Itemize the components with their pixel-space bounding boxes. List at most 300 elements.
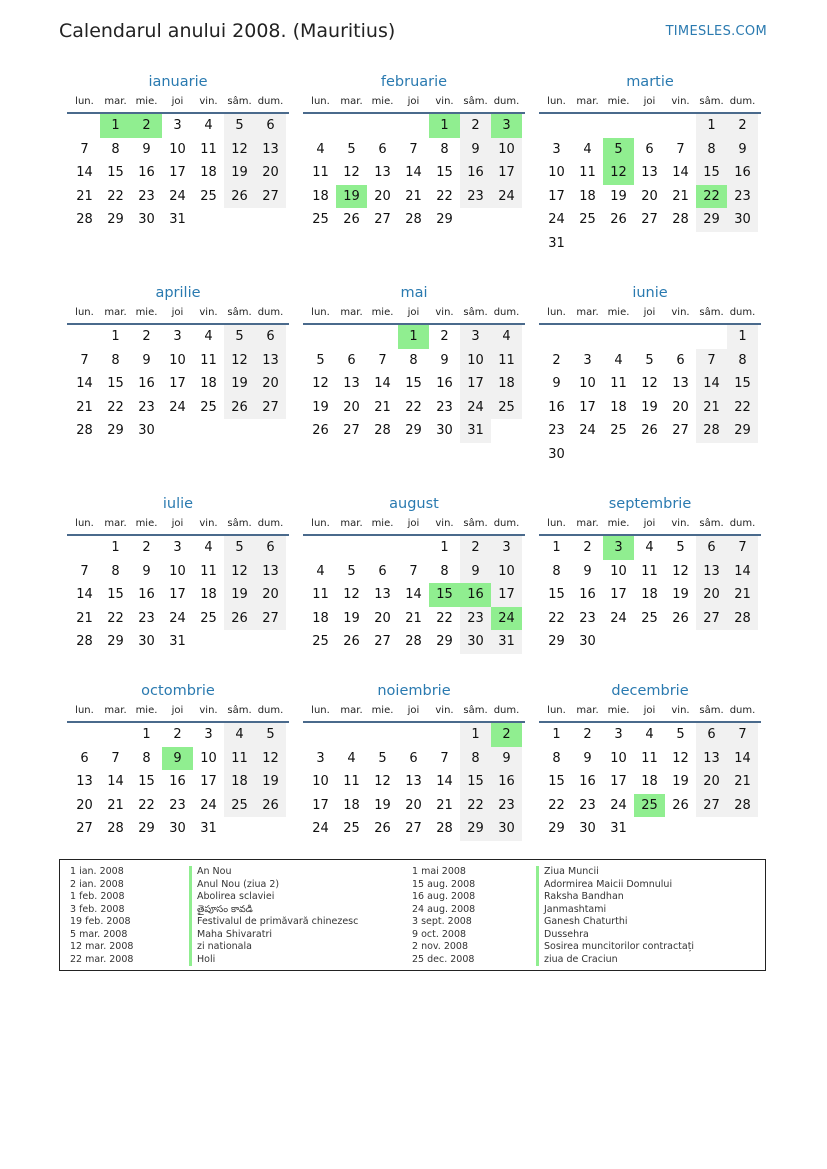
week-row: [539, 396, 761, 420]
day-cell: 12: [224, 349, 255, 373]
month-noiembrie: [303, 681, 525, 841]
day-cell: 24: [169, 610, 186, 626]
weekday-label: joi: [407, 307, 420, 318]
empty-cell: [255, 630, 286, 654]
weekday-label: joi: [643, 705, 656, 716]
empty-cell: [305, 114, 336, 138]
weekday-label: mie.: [135, 307, 158, 318]
weekday-label: dum.: [493, 96, 520, 107]
weekday-label: lun.: [311, 96, 330, 107]
day-cell: 22: [436, 188, 453, 204]
day-cell: 31: [460, 419, 491, 443]
weekday-header: [303, 514, 525, 536]
week-row: [67, 770, 289, 794]
week-row: [67, 208, 289, 232]
day-cell: 27: [374, 634, 391, 650]
day-cell: 10: [169, 563, 186, 579]
legend-holiday-name: Abolirea sclaviei: [189, 891, 274, 904]
day-cell: 29: [727, 419, 758, 443]
legend-holiday-name: Janmashtami: [536, 904, 606, 917]
day-cell: 31: [491, 630, 522, 654]
weekday-header: [539, 303, 761, 325]
day-cell: 3: [316, 750, 325, 766]
day-cell: 30: [579, 821, 596, 837]
weekday-label: sâm.: [699, 96, 724, 107]
weekday-label: vin.: [671, 96, 690, 107]
day-cell: 23: [579, 610, 596, 626]
day-cell: 17: [610, 774, 627, 790]
weekday-label: mar.: [576, 307, 599, 318]
day-cell: 5: [224, 325, 255, 349]
day-cell: 11: [579, 165, 596, 181]
day-cell: 14: [436, 774, 453, 790]
week-row: [539, 208, 761, 232]
day-cell: 31: [169, 634, 186, 650]
day-cell: 18: [641, 774, 658, 790]
day-cell: 12: [672, 750, 689, 766]
weekday-label: sâm.: [463, 307, 488, 318]
day-cell: 7: [80, 352, 89, 368]
legend-holiday-name: Ziua Muncii: [536, 866, 599, 879]
day-cell: 17: [491, 161, 522, 185]
day-cell: 23: [169, 797, 186, 813]
day-cell: 22: [460, 794, 491, 818]
day-cell: 17: [200, 774, 217, 790]
day-cell: 25: [343, 821, 360, 837]
day-cell: 22: [436, 610, 453, 626]
day-cell: 26: [672, 797, 689, 813]
day-cell: 20: [343, 399, 360, 415]
week-row: [539, 232, 761, 256]
empty-cell: [634, 232, 665, 256]
day-cell: 7: [378, 352, 387, 368]
day-cell: 13: [641, 165, 658, 181]
day-cell: 22: [696, 185, 727, 209]
week-row: [539, 723, 761, 747]
day-cell: 1: [111, 329, 120, 344]
day-cell: 28: [405, 212, 422, 228]
month-name: februarie: [380, 74, 448, 90]
day-cell: 1: [552, 540, 561, 555]
day-cell: 1: [142, 727, 151, 742]
day-cell: 23: [138, 188, 155, 204]
day-cell: 24: [200, 797, 217, 813]
empty-cell: [541, 325, 572, 349]
weekday-label: mar.: [104, 518, 127, 529]
day-cell: 18: [200, 376, 217, 392]
day-cell: 29: [405, 423, 422, 439]
day-cell: 10: [169, 141, 186, 157]
week-row: [303, 747, 525, 771]
day-cell: 20: [374, 610, 391, 626]
week-row: [67, 419, 289, 443]
day-cell: 2: [440, 329, 449, 344]
week-row: [303, 536, 525, 560]
page-title: Calendarul anului 2008. (Mauritius): [59, 20, 396, 42]
empty-cell: [665, 817, 696, 841]
day-cell: 19: [343, 610, 360, 626]
empty-cell: [696, 232, 727, 256]
day-cell: 20: [255, 583, 286, 607]
day-cell: 28: [405, 634, 422, 650]
day-cell: 1: [111, 540, 120, 555]
day-cell: 12: [343, 165, 360, 181]
empty-cell: [696, 325, 727, 349]
day-cell: 6: [676, 352, 685, 368]
legend-holiday-name: తైపూసం కావడి: [189, 904, 253, 917]
weekday-label: dum.: [493, 705, 520, 716]
week-row: [303, 630, 525, 654]
day-cell: 14: [696, 372, 727, 396]
empty-cell: [634, 325, 665, 349]
weekday-label: dum.: [257, 705, 284, 716]
day-cell: 15: [429, 583, 460, 607]
day-cell: 25: [200, 399, 217, 415]
day-cell: 3: [460, 325, 491, 349]
weekday-label: joi: [407, 518, 420, 529]
day-cell: 22: [548, 610, 565, 626]
weekday-label: vin.: [671, 518, 690, 529]
empty-cell: [336, 723, 367, 747]
empty-cell: [398, 114, 429, 138]
month-februarie: [303, 72, 525, 232]
day-cell: 22: [548, 797, 565, 813]
month-name: aprilie: [155, 285, 201, 301]
day-cell: 23: [727, 185, 758, 209]
day-cell: 24: [491, 185, 522, 209]
weekday-header: [67, 303, 289, 325]
legend-holiday-name: ziua de Craciun: [536, 954, 618, 967]
weekday-label: vin.: [435, 518, 454, 529]
legend-date: 24 aug. 2008: [412, 903, 476, 915]
day-cell: 13: [343, 376, 360, 392]
weekday-label: vin.: [435, 96, 454, 107]
month-name: iunie: [632, 285, 668, 301]
legend-date: 1 feb. 2008: [70, 891, 125, 902]
empty-cell: [69, 536, 100, 560]
legend-holiday-name: Dussehra: [536, 929, 589, 942]
day-cell: 10: [610, 563, 627, 579]
day-cell: 10: [548, 165, 565, 181]
legend-holiday-name: Raksha Bandhan: [536, 891, 624, 904]
legend-date: 1 ian. 2008: [70, 866, 124, 877]
day-cell: 3: [173, 118, 182, 133]
day-cell: 6: [378, 141, 387, 157]
day-cell: 2: [173, 727, 182, 742]
day-cell: 16: [579, 774, 596, 790]
day-cell: 10: [579, 376, 596, 392]
week-row: [539, 747, 761, 771]
weekday-label: joi: [171, 96, 184, 107]
day-cell: 18: [200, 587, 217, 603]
day-cell: 29: [460, 817, 491, 841]
day-cell: 24: [169, 188, 186, 204]
day-cell: 25: [491, 396, 522, 420]
day-cell: 16: [460, 161, 491, 185]
day-cell: 24: [312, 821, 329, 837]
day-cell: 27: [255, 396, 286, 420]
day-cell: 5: [378, 750, 387, 766]
weekday-label: joi: [643, 307, 656, 318]
month-name: august: [389, 496, 439, 512]
day-cell: 31: [200, 821, 217, 837]
weekday-label: sâm.: [463, 96, 488, 107]
day-cell: 11: [224, 747, 255, 771]
weekday-label: vin.: [199, 96, 218, 107]
day-cell: 6: [696, 723, 727, 747]
legend-holiday-name: zi nationala: [189, 941, 252, 954]
day-cell: 21: [436, 797, 453, 813]
month-name: iulie: [162, 496, 194, 512]
day-cell: 5: [347, 141, 356, 157]
week-row: [303, 325, 525, 349]
day-cell: 23: [491, 794, 522, 818]
day-cell: 9: [440, 352, 449, 368]
day-cell: 29: [696, 208, 727, 232]
day-cell: 21: [107, 797, 124, 813]
day-cell: 30: [169, 821, 186, 837]
legend-date: 1 mai 2008: [412, 866, 466, 877]
legend-date: 2 ian. 2008: [70, 878, 124, 890]
day-cell: 21: [405, 188, 422, 204]
weekday-header: [539, 701, 761, 723]
day-cell: 2: [142, 540, 151, 555]
week-row: [539, 185, 761, 209]
day-cell: 12: [224, 138, 255, 162]
day-cell: 8: [440, 141, 449, 157]
weekday-label: mie.: [135, 96, 158, 107]
day-cell: 19: [672, 587, 689, 603]
day-cell: 23: [460, 607, 491, 631]
day-cell: 29: [548, 821, 565, 837]
month-aprilie: [67, 283, 289, 443]
brand-link[interactable]: TIMESLES.COM: [665, 24, 767, 39]
day-cell: 27: [696, 794, 727, 818]
day-cell: 14: [374, 376, 391, 392]
day-cell: 5: [676, 727, 685, 742]
weekday-header: [67, 514, 289, 536]
day-cell: 20: [696, 583, 727, 607]
day-cell: 1: [100, 114, 131, 138]
day-cell: 11: [641, 750, 658, 766]
month-name: noiembrie: [377, 683, 451, 699]
empty-cell: [255, 419, 286, 443]
day-cell: 18: [200, 165, 217, 181]
day-cell: 20: [374, 188, 391, 204]
weekday-label: mie.: [371, 705, 394, 716]
day-cell: 25: [312, 634, 329, 650]
empty-cell: [727, 817, 758, 841]
empty-cell: [603, 232, 634, 256]
day-cell: 8: [111, 141, 120, 157]
week-row: [539, 114, 761, 138]
day-cell: 30: [138, 423, 155, 439]
empty-cell: [255, 817, 286, 841]
day-cell: 15: [548, 587, 565, 603]
legend-date: 19 feb. 2008: [70, 916, 131, 927]
day-cell: 23: [579, 797, 596, 813]
day-cell: 21: [76, 399, 93, 415]
weekday-label: lun.: [75, 307, 94, 318]
day-cell: 15: [107, 587, 124, 603]
day-cell: 15: [107, 165, 124, 181]
day-cell: 21: [76, 188, 93, 204]
empty-cell: [603, 114, 634, 138]
day-cell: 25: [200, 188, 217, 204]
week-row: [67, 536, 289, 560]
weekday-label: vin.: [671, 307, 690, 318]
day-cell: 28: [727, 794, 758, 818]
empty-cell: [696, 443, 727, 467]
day-cell: 4: [645, 727, 654, 742]
day-cell: 2: [460, 536, 491, 560]
day-cell: 27: [641, 212, 658, 228]
day-cell: 15: [548, 774, 565, 790]
week-row: [303, 396, 525, 420]
weekday-label: sâm.: [227, 307, 252, 318]
day-cell: 27: [255, 185, 286, 209]
day-cell: 24: [610, 610, 627, 626]
empty-cell: [100, 723, 131, 747]
week-row: [303, 770, 525, 794]
empty-cell: [665, 630, 696, 654]
day-cell: 22: [107, 188, 124, 204]
empty-cell: [162, 419, 193, 443]
day-cell: 17: [548, 188, 565, 204]
empty-cell: [305, 536, 336, 560]
legend-holiday-name: Anul Nou (ziua 2): [189, 879, 279, 892]
day-cell: 5: [645, 352, 654, 368]
day-cell: 16: [138, 587, 155, 603]
day-cell: 26: [224, 607, 255, 631]
day-cell: 22: [727, 396, 758, 420]
empty-cell: [69, 114, 100, 138]
day-cell: 22: [107, 610, 124, 626]
day-cell: 9: [162, 747, 193, 771]
day-cell: 25: [200, 610, 217, 626]
day-cell: 3: [614, 727, 623, 742]
week-row: [539, 325, 761, 349]
weekday-label: mie.: [607, 307, 630, 318]
day-cell: 2: [460, 114, 491, 138]
day-cell: 2: [491, 723, 522, 747]
day-cell: 6: [255, 325, 286, 349]
week-row: [67, 794, 289, 818]
day-cell: 7: [80, 563, 89, 579]
day-cell: 13: [255, 138, 286, 162]
legend-holiday-name: Ganesh Chaturthi: [536, 916, 628, 929]
day-cell: 19: [374, 797, 391, 813]
empty-cell: [367, 723, 398, 747]
weekday-label: joi: [171, 307, 184, 318]
weekday-label: mar.: [340, 518, 363, 529]
day-cell: 28: [374, 423, 391, 439]
day-cell: 12: [255, 747, 286, 771]
day-cell: 4: [347, 750, 356, 766]
day-cell: 16: [436, 376, 453, 392]
month-mai: [303, 283, 525, 443]
empty-cell: [193, 630, 224, 654]
legend-holiday-name: Holi: [189, 954, 215, 967]
month-iunie: [539, 283, 761, 467]
day-cell: 14: [727, 560, 758, 584]
day-cell: 13: [696, 560, 727, 584]
weekday-label: lun.: [75, 518, 94, 529]
weekday-header: [539, 92, 761, 114]
empty-cell: [69, 723, 100, 747]
day-cell: 8: [409, 352, 418, 368]
day-cell: 25: [641, 610, 658, 626]
weekday-label: vin.: [671, 705, 690, 716]
day-cell: 10: [169, 352, 186, 368]
day-cell: 25: [610, 423, 627, 439]
day-cell: 15: [138, 774, 155, 790]
day-cell: 9: [583, 563, 592, 579]
day-cell: 1: [398, 325, 429, 349]
day-cell: 28: [727, 607, 758, 631]
day-cell: 23: [548, 423, 565, 439]
week-row: [67, 396, 289, 420]
week-row: [539, 770, 761, 794]
week-row: [303, 419, 525, 443]
day-cell: 4: [204, 540, 213, 555]
day-cell: 9: [142, 563, 151, 579]
day-cell: 27: [696, 607, 727, 631]
month-octombrie: [67, 681, 289, 841]
day-cell: 27: [255, 607, 286, 631]
weekday-label: lun.: [311, 518, 330, 529]
weekday-label: joi: [643, 96, 656, 107]
day-cell: 16: [138, 165, 155, 181]
weekday-label: dum.: [729, 96, 756, 107]
week-row: [67, 560, 289, 584]
day-cell: 11: [491, 349, 522, 373]
empty-cell: [491, 419, 522, 443]
empty-cell: [224, 208, 255, 232]
legend-date: 16 aug. 2008: [412, 891, 476, 902]
day-cell: 16: [491, 770, 522, 794]
weekday-label: joi: [171, 705, 184, 716]
day-cell: 6: [378, 563, 387, 579]
day-cell: 16: [548, 399, 565, 415]
month-name: septembrie: [608, 496, 692, 512]
day-cell: 20: [255, 161, 286, 185]
day-cell: 26: [343, 212, 360, 228]
legend-holiday-name: Maha Shivaratri: [189, 929, 272, 942]
day-cell: 14: [672, 165, 689, 181]
day-cell: 8: [111, 352, 120, 368]
day-cell: 9: [727, 138, 758, 162]
day-cell: 3: [491, 114, 522, 138]
weekday-header: [303, 92, 525, 114]
day-cell: 30: [460, 630, 491, 654]
day-cell: 29: [548, 634, 565, 650]
day-cell: 2: [552, 352, 561, 368]
week-row: [539, 443, 761, 467]
day-cell: 31: [548, 235, 565, 251]
week-row: [303, 138, 525, 162]
day-cell: 13: [374, 165, 391, 181]
legend-holiday-name: Festivalul de primăvară chinezesc: [189, 916, 358, 929]
day-cell: 30: [548, 446, 565, 462]
day-cell: 8: [460, 747, 491, 771]
day-cell: 19: [336, 185, 367, 209]
weekday-label: vin.: [199, 518, 218, 529]
weekday-label: mie.: [371, 518, 394, 529]
weekday-label: lun.: [311, 705, 330, 716]
day-cell: 6: [347, 352, 356, 368]
day-cell: 29: [138, 821, 155, 837]
